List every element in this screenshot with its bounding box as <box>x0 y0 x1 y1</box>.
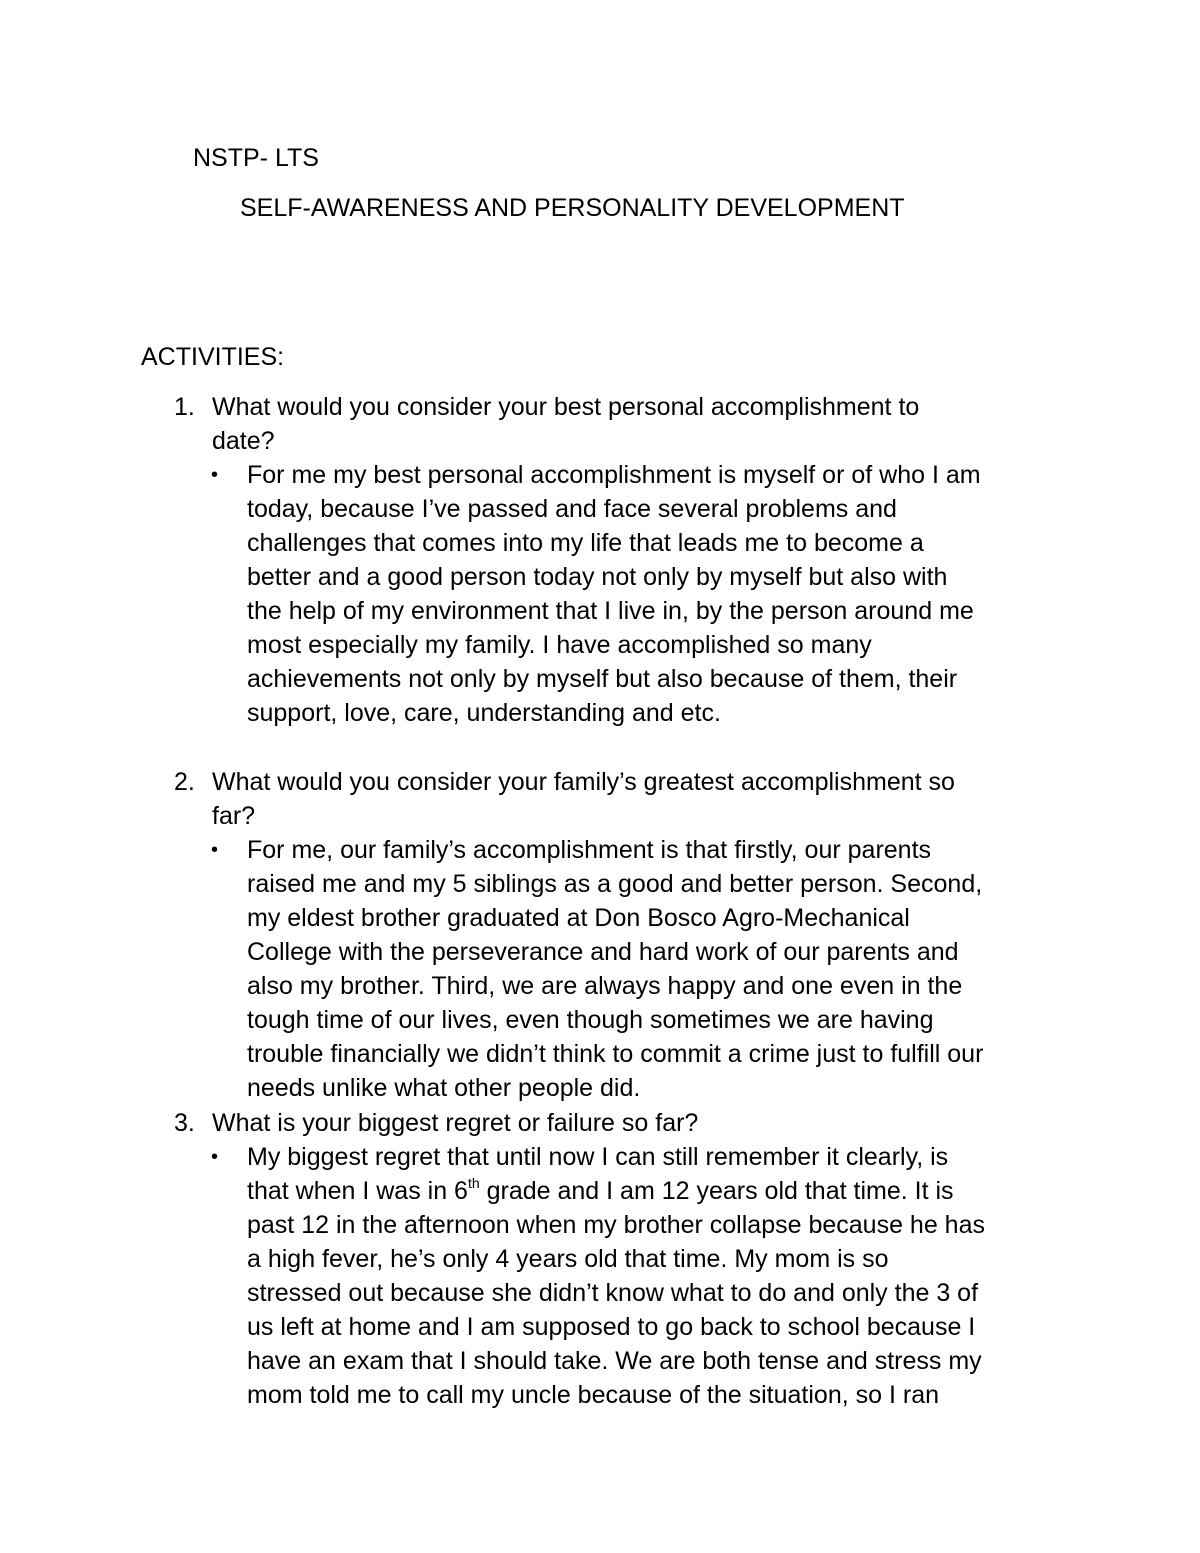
question-line: What is your biggest regret or failure so far? <box>212 1109 699 1137</box>
activities-heading: ACTIVITIES: <box>141 343 285 371</box>
ordinal-suffix: th <box>467 1174 480 1191</box>
answer-line: achievements not only by myself but also because of them, their <box>247 665 958 693</box>
question-text <box>212 1106 1032 1140</box>
answer-line: For me, our family’s accomplishment is that firstly, our parents <box>247 836 932 864</box>
question-text <box>212 765 1032 833</box>
question-number: 1. <box>174 393 195 421</box>
answer-line: trouble financially we didn’t think to commit a crime just to fulfill our <box>247 1040 984 1068</box>
question-line: What would you consider your family’s greatest accomplishment so <box>212 768 955 796</box>
answer-line: College with the perseverance and hard work of our parents and <box>247 938 959 966</box>
course-code: NSTP- LTS <box>193 144 319 172</box>
question-line: date? <box>212 427 275 455</box>
answer-line: also my brother. Third, we are always happy and one even in the <box>247 972 963 1000</box>
answer-line: mom told me to call my uncle because of the situation, so I ran <box>247 1381 940 1409</box>
question-line: What would you consider your best personal accomplishment to <box>212 393 920 421</box>
answer-line: have an exam that I should take. We are both tense and stress my <box>247 1347 982 1375</box>
answer-text <box>247 833 1107 1105</box>
answer-line <box>247 1174 1107 1208</box>
answer-line: today, because I’ve passed and face several problems and <box>247 495 897 523</box>
question-text <box>212 390 1032 458</box>
answer-line: us left at home and I am supposed to go back to school because I <box>247 1313 976 1341</box>
question-number: 2. <box>174 768 195 796</box>
document-title: SELF-AWARENESS AND PERSONALITY DEVELOPMENT <box>240 194 905 222</box>
answer-line: a high fever, he’s only 4 years old that time. My mom is so <box>247 1245 889 1273</box>
answer-line: tough time of our lives, even though sometimes we are having <box>247 1006 934 1034</box>
answer-line: my eldest brother graduated at Don Bosco Agro-Mechanical <box>247 904 910 932</box>
answer-line: support, love, care, understanding and etc. <box>247 699 721 727</box>
answer-line: My biggest regret that until now I can still remember it clearly, is <box>247 1143 949 1171</box>
answer-fragment: that when I was in 6 <box>247 1177 468 1205</box>
answer-fragment: grade and I am 12 years old that time. It is <box>479 1177 954 1205</box>
answer-text <box>247 458 1107 730</box>
answer-text <box>247 1140 1107 1412</box>
bullet-icon: • <box>211 1146 219 1168</box>
answer-line: needs unlike what other people did. <box>247 1074 641 1102</box>
answer-line: challenges that comes into my life that leads me to become a <box>247 529 924 557</box>
answer-line: past 12 in the afternoon when my brother collapse because he has <box>247 1211 985 1239</box>
answer-line: the help of my environment that I live in, by the person around me <box>247 597 974 625</box>
bullet-icon: • <box>211 839 219 861</box>
bullet-icon: • <box>211 464 219 486</box>
answer-line: raised me and my 5 siblings as a good and better person. Second, <box>247 870 983 898</box>
answer-line: stressed out because she didn’t know what to do and only the 3 of <box>247 1279 979 1307</box>
question-number: 3. <box>174 1109 195 1137</box>
answer-line: For me my best personal accomplishment is myself or of who I am <box>247 461 981 489</box>
question-line: far? <box>212 802 256 830</box>
answer-line: most especially my family. I have accomplished so many <box>247 631 872 659</box>
answer-line: better and a good person today not only by myself but also with <box>247 563 948 591</box>
